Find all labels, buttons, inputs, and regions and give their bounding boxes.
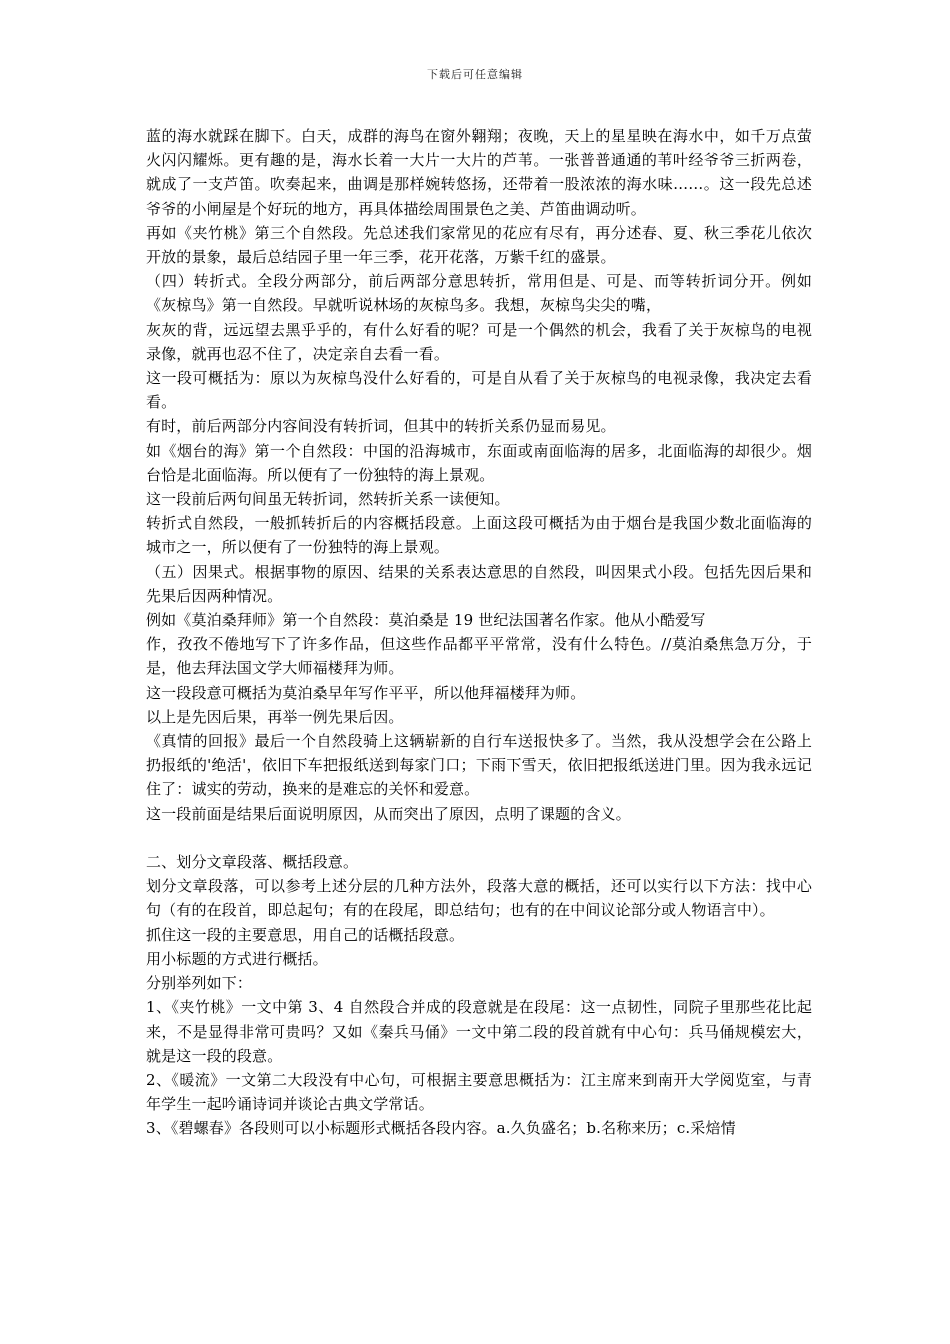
paragraph: 转折式自然段，一般抓转折后的内容概括段意。上面这段可概括为由于烟台是我国少数北面临海的城市之一，所以便有了一份独特的海上景观。 [146,514,812,557]
paragraph: （五）因果式。根据事物的原因、结果的关系表达意思的自然段，叫因果式小段。包括先因后果和先果后因两种情况。 [146,562,812,605]
paragraph: 再如《夹竹桃》第三个自然段。先总述我们家常见的花应有尽有，再分述春、夏、秋三季花儿依次开放的景象，最后总结园子里一年三季，花开花落，万紫千红的盛景。 [146,223,812,267]
paragraph: 这一段前面是结果后面说明原因，从而突出了原因，点明了课题的含义。 [146,804,631,823]
paragraph: 以上是先因后果，再举一例先果后因。 [146,707,404,726]
paragraph: 抓住这一段的主要意思，用自己的话概括段意。 [146,925,465,944]
section-heading: 二、划分文章段落、概括段意。 [146,853,359,872]
document-body [146,124,812,1141]
paragraph: 这一段可概括为：原以为灰椋鸟没什么好看的，可是自从看了关于灰椋鸟的电视录像，我决定去看看。 [146,369,812,412]
page-header: 下载后可任意编辑 [427,68,523,81]
paragraph: （四）转折式。全段分两部分，前后两部分意思转折，常用但是、可是、而等转折词分开。例如《灰椋鸟》第一自然段。早就听说林场的灰椋鸟多。我想，灰椋鸟尖尖的嘴， [146,272,812,315]
paragraph: 1、《夹竹桃》一文中第 3、4 自然段合并成的段意就是在段尾：这一点韧性，同院子里那些花比起来，不是显得非常可贵吗？又如《秦兵马俑》一文中第二段的段首就有中心句：兵马俑规模宏大，就是这一段的段意。 [146,998,812,1065]
paragraph: 有时，前后两部分内容间没有转折词，但其中的转折关系仍显而易见。 [146,417,616,436]
paragraph: 这一段段意可概括为莫泊桑早年写作平平，所以他拜福楼拜为师。 [146,683,586,702]
paragraph: 划分文章段落，可以参考上述分层的几种方法外，段落大意的概括，还可以实行以下方法：找中心句（有的在段首，即总起句；有的在段尾，即总结句；也有的在中间议论部分或人物语言中）。 [146,877,812,920]
blank-line [146,826,812,850]
paragraph: 如《烟台的海》第一个自然段：中国的沿海城市，东面或南面临海的居多，北面临海的却很少。烟台恰是北面临海。所以便有了一份独特的海上景观。 [146,441,812,484]
paragraph: 分别举列如下： [146,974,253,993]
paragraph: 蓝的海水就踩在脚下。白天，成群的海鸟在窗外翱翔；夜晚，天上的星星映在海水中，如千万点萤火闪闪耀烁。更有趣的是，海水长着一大片一大片的芦苇。一张普普通通的苇叶经爷爷三折两卷，就成了一支芦笛。吹奏起来，曲调是那样婉转悠扬，还带着一股浓浓的海水味……。这一段先总述爷爷的小闸屋是个好玩的地方，再具体描绘周围景色之美、芦笛曲调动听。 [146,127,812,218]
paragraph: 这一段前后两句间虽无转折词，然转折关系一读便知。 [146,490,510,509]
paragraph: 《真情的回报》最后一个自然段骑上这辆崭新的自行车送报快多了。当然，我从没想学会在公路上扔报纸的'绝活'，依旧下车把报纸送到每家门口；下雨下雪天，依旧把报纸送进门里。因为我永远记住了：诚实的劳动，换来的是难忘的关怀和爱意。 [146,732,812,799]
paragraph: 用小标题的方式进行概括。 [146,949,328,968]
paragraph: 3、《碧螺春》各段则可以小标题形式概括各段内容。a.久负盛名；b.名称来历；c.采焙情 [146,1119,736,1138]
paragraph: 例如《莫泊桑拜师》第一个自然段：莫泊桑是 19 世纪法国著名作家。他从小酷爱写 [146,611,706,630]
paragraph: 灰灰的背，远远望去黑乎乎的，有什么好看的呢？可是一个偶然的机会，我看了关于灰椋鸟的电视录像，就再也忍不住了，决定亲自去看一看。 [146,320,812,363]
paragraph: 2、《暖流》一文第二大段没有中心句，可根据主要意思概括为：江主席来到南开大学阅览室，与青年学生一起吟诵诗词并谈论古典文学常话。 [146,1070,812,1114]
paragraph: 作，孜孜不倦地写下了许多作品，但这些作品都平平常常，没有什么特色。//莫泊桑焦急万分，于是，他去拜法国文学大师福楼拜为师。 [146,635,812,678]
